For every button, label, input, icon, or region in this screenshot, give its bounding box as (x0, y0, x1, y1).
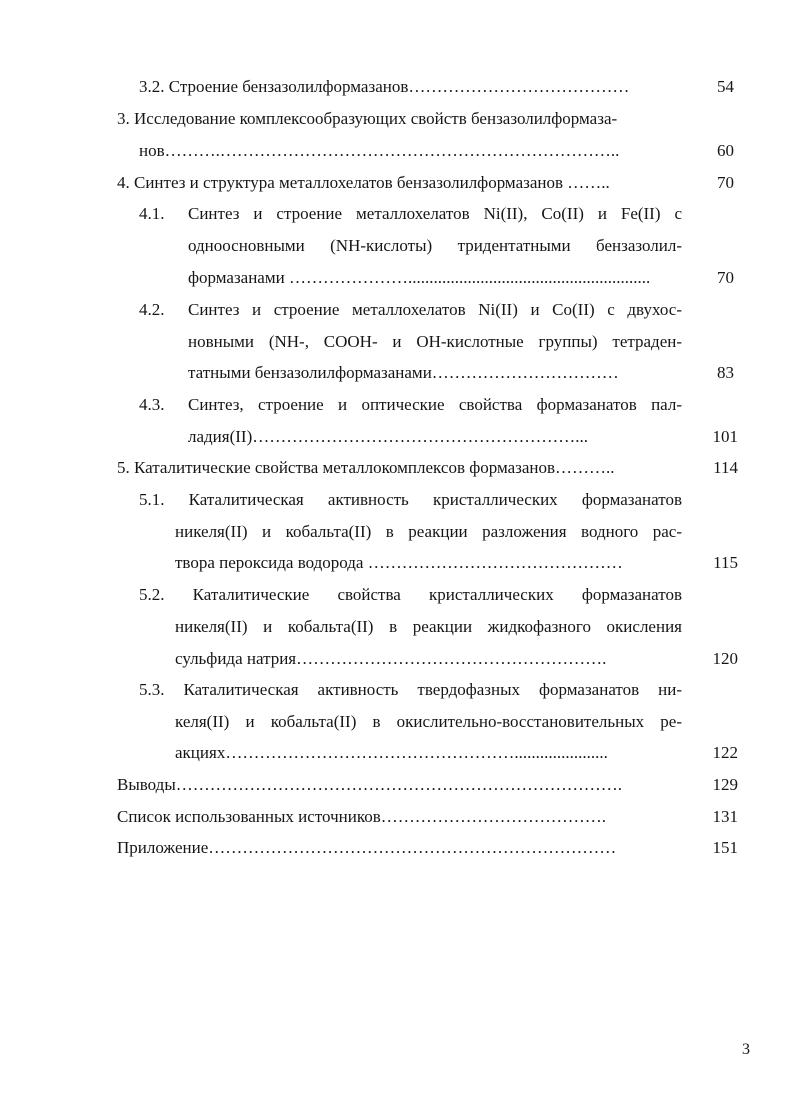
toc-page-4: 70 (717, 173, 734, 192)
toc-page-5-3: 122 (712, 743, 738, 762)
toc-entry-appendix: Приложение……………………………………………………………… (117, 838, 617, 857)
toc-entry-5-2-line2: никеля(II) и кобальта(II) в реакции жидкофазного окисления (175, 617, 682, 636)
toc-page-5: 114 (713, 458, 738, 477)
toc-entry-references: Список использованных источников…………………………………. (117, 807, 606, 826)
toc-entry-4-2-line2: новными (NH-, COOH- и OH-кислотные группы) тетраден- (188, 332, 682, 351)
toc-entry-4-2-line3: татными бензазолилформазанами…………………………… (188, 363, 619, 382)
toc-entry-4: 4. Синтез и структура металлохелатов бензазолилформазанов …….. (117, 173, 610, 192)
toc-entry-5-3-line3: акциях……………………………………………...................... (175, 743, 608, 762)
toc-page-4-1: 70 (717, 268, 734, 287)
toc-page-3: 60 (717, 141, 734, 160)
toc-entry-5-3-line2: келя(II) и кобальта(II) в окислительно-восстановительных ре- (175, 712, 682, 731)
toc-entry-4-2-line1: Синтез и строение металлохелатов Ni(II) и Co(II) с двухос- (188, 300, 682, 319)
toc-number-4-2: 4.2. (139, 300, 165, 319)
toc-entry-5-2-line3: сульфида натрия………………………………………………. (175, 649, 607, 668)
toc-page-conclusions: 129 (712, 775, 738, 794)
toc-entry-4-3-line2: ладия(II)…………………………………………………... (188, 427, 588, 446)
toc-entry-3-line1: 3. Исследование комплексообразующих свойств бензазолилформаза- (117, 109, 618, 128)
toc-entry-4-1-line3: формазанами …………………......................................................... (188, 268, 651, 287)
footer-page-number: 3 (742, 1041, 750, 1058)
toc-entry-5: 5. Каталитические свойства металлокомплексов формазанов……….. (117, 458, 615, 477)
toc-entry-3-line2: нов……….…………………………………………………………….. (139, 141, 620, 160)
toc-page-3-2: 54 (717, 77, 734, 96)
toc-entry-4-3-line1: Синтез, строение и оптические свойства формазанатов пал- (188, 395, 682, 414)
toc-page-4-2: 83 (717, 363, 734, 382)
toc-entry-5-1-line1: 5.1. Каталитическая активность кристаллических формазанатов (139, 490, 682, 509)
toc-page-5-2: 120 (712, 649, 738, 668)
toc-number-4-1: 4.1. (139, 204, 165, 223)
toc-page-references: 131 (712, 807, 738, 826)
toc-number-4-3: 4.3. (139, 395, 165, 414)
toc-entry-4-1-line2: одноосновными (NH-кислоты) тридентатными бензазолил- (188, 236, 682, 255)
toc-entry-conclusions: Выводы……………………………………………………………………. (117, 775, 623, 794)
toc-entry-5-1-line3: твора пероксида водорода ……………………………………… (175, 553, 623, 572)
toc-entry-5-3-line1: 5.3. Каталитическая активность твердофазных формазанатов ни- (139, 680, 682, 699)
toc-page-appendix: 151 (712, 838, 738, 857)
toc-entry-3-2: 3.2. Строение бензазолилформазанов………………………………… (139, 77, 630, 96)
toc-entry-5-2-line1: 5.2. Каталитические свойства кристаллических формазанатов (139, 585, 682, 604)
toc-page-4-3: 101 (712, 427, 738, 446)
toc-entry-5-1-line2: никеля(II) и кобальта(II) в реакции разложения водного рас- (175, 522, 682, 541)
toc-entry-4-1-line1: Синтез и строение металлохелатов Ni(II), Co(II) и Fe(II) с (188, 204, 682, 223)
toc-page-5-1: 115 (713, 553, 738, 572)
